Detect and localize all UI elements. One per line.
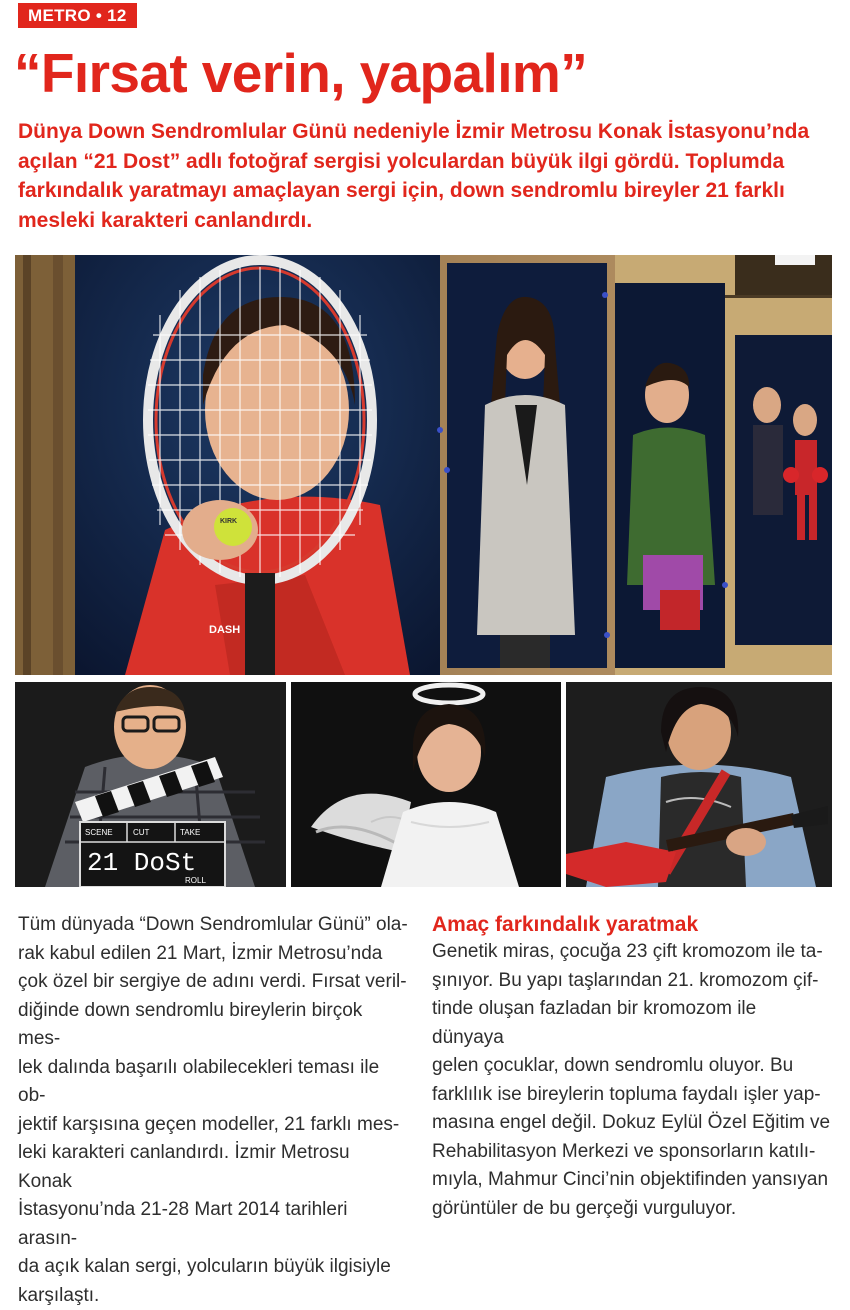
headline: “Fırsat verin, yapalım” [14, 38, 587, 108]
poster-tennis [75, 255, 440, 675]
racket-brand: DASH [209, 624, 240, 636]
ball-brand: KIRK [220, 518, 237, 525]
photo-guitarist [566, 682, 832, 887]
body-line: leki karakteri canlandırdı. İzmir Metrosu Konak [18, 1139, 408, 1196]
body-column-left [18, 911, 408, 1310]
body-line: mıyla, Mahmur Cinci’nin objektifinden yansıyan [432, 1166, 832, 1195]
exhibition-photo [15, 255, 832, 675]
body-line: diğinde down sendromlu bireylerin birçok mes- [18, 997, 408, 1054]
clapper-scene-label: SCENE [85, 828, 113, 837]
section-badge: METRO • 12 [18, 3, 137, 28]
clapper-title: 21 DoSt [87, 848, 196, 878]
body-line: gelen çocuklar, down sendromlu oluyor. Bu [432, 1052, 832, 1081]
body-line: şınıyor. Bu yapı taşlarından 21. kromozom çif- [432, 967, 832, 996]
poster-bags [615, 283, 725, 668]
body-line: Rehabilitasyon Merkezi ve sponsorların katılı- [432, 1138, 832, 1167]
body-line: tinde oluşan fazladan bir kromozom ile dünyaya [432, 995, 832, 1052]
body-line: İstasyonu’nda 21-28 Mart 2014 tarihleri arasın- [18, 1196, 408, 1253]
body-line: lek dalında başarılı olabilecekleri teması ile ob- [18, 1054, 408, 1111]
body-line: jektif karşısına geçen modeller, 21 farklı mes- [18, 1111, 408, 1140]
subheading: Amaç farkındalık yaratmak [432, 911, 832, 938]
body-column-right [432, 911, 832, 1223]
body-line: masına engel değil. Dokuz Eylül Özel Eğitim ve [432, 1109, 832, 1138]
photo-angel [291, 682, 561, 887]
clapper-roll-label: ROLL [185, 876, 206, 885]
photo-director [15, 682, 286, 887]
body-line: Tüm dünyada “Down Sendromlular Günü” ola- [18, 911, 408, 940]
poster-boxer [735, 335, 832, 645]
body-line: çok özel bir sergiye de adını verdi. Fırsat veril- [18, 968, 408, 997]
body-line: da açık kalan sergi, yolcuların büyük ilgisiyle [18, 1253, 408, 1282]
body-line: görüntüler de bu gerçeği vurguluyor. [432, 1195, 832, 1224]
body-line: rak kabul edilen 21 Mart, İzmir Metrosu’nda [18, 940, 408, 969]
clapper-cut-label: CUT [133, 828, 150, 837]
body-line: karşılaştı. [18, 1282, 408, 1310]
body-line: Genetik miras, çocuğa 23 çift kromozom ile ta- [432, 938, 832, 967]
poster-suit [447, 263, 607, 668]
lead-paragraph: Dünya Down Sendromlular Günü nedeniyle İzmir Metrosu Konak İstasyonu’nda açılan “21 Dost” adlı fotoğraf sergisi yolculardan büyük ilgi gördü. Toplumda farkındalık yaratmayı amaçlayan sergi için, down sendromlu bireyler 21 farklı mesleki karakteri canlandırdı. [18, 117, 833, 235]
body-line: farklılık ise bireylerin topluma faydalı işler yap- [432, 1081, 832, 1110]
clapper-take-label: TAKE [180, 828, 200, 837]
